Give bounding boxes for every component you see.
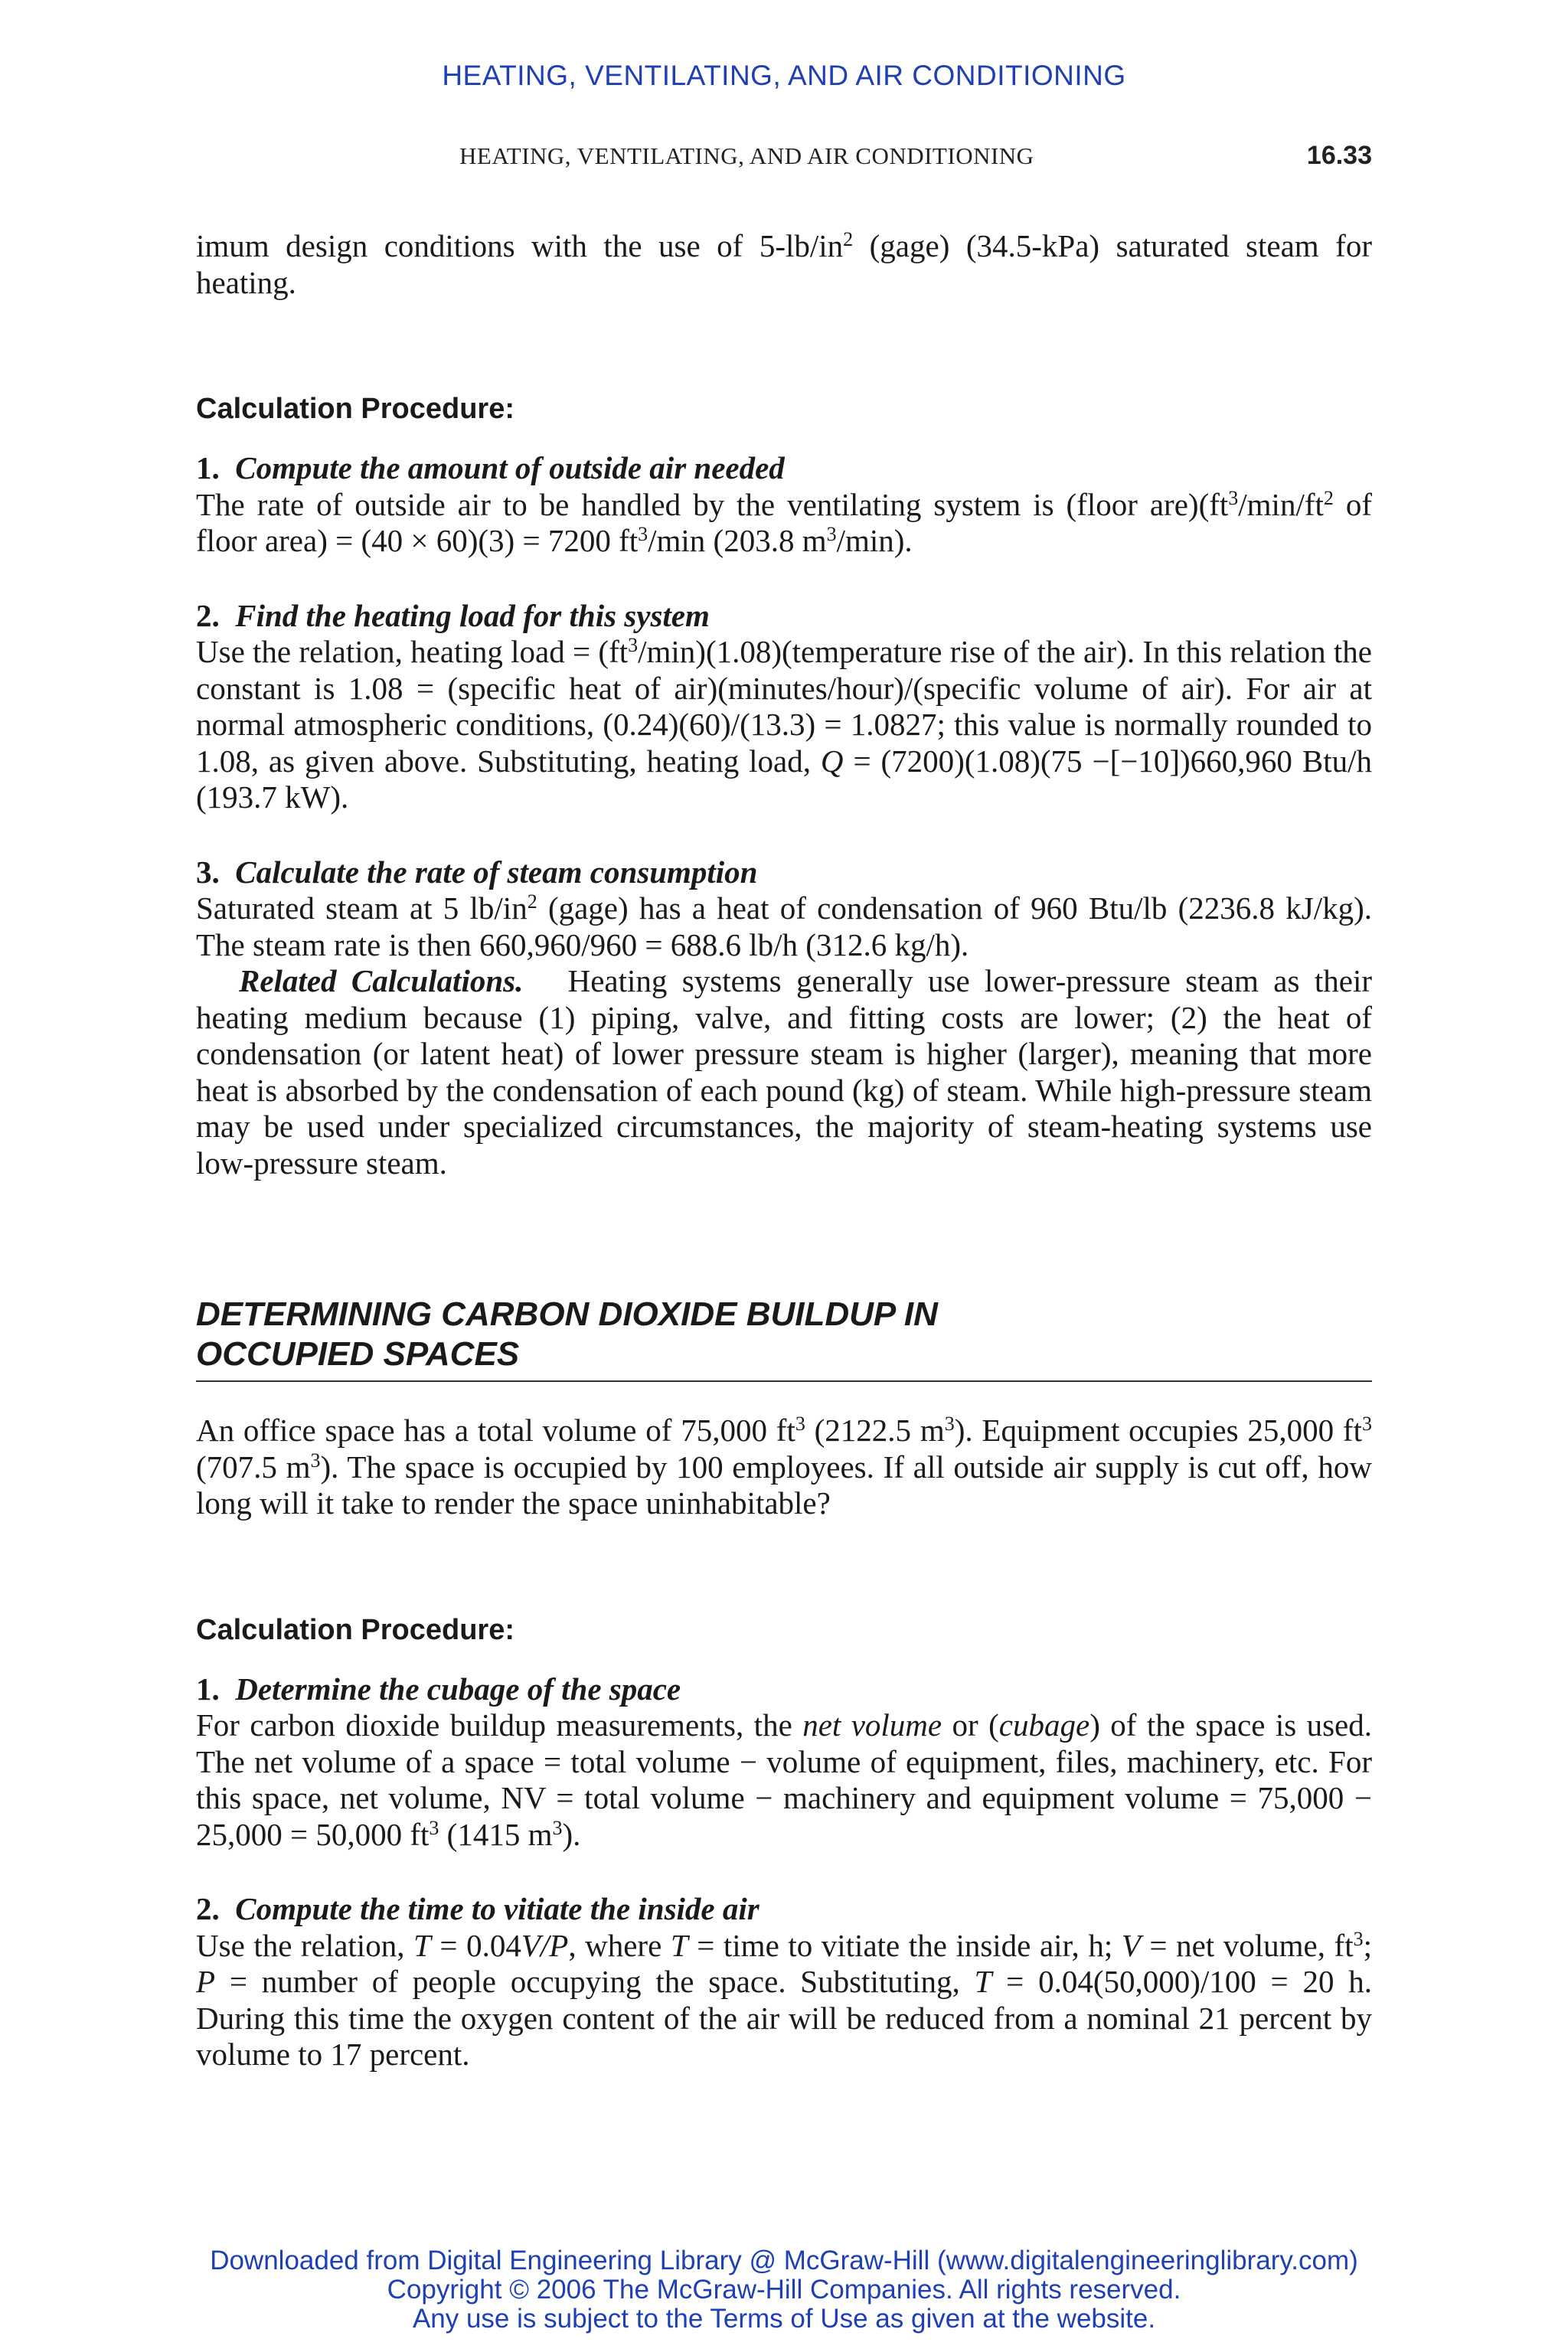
calculation-procedure-heading: Calculation Procedure: — [196, 1613, 514, 1646]
running-head: HEATING, VENTILATING, AND AIR CONDITIONING — [459, 142, 1034, 169]
step-title: 1. Compute the amount of outside air needed — [196, 450, 785, 485]
footer-terms-line: Any use is subject to the Terms of Use as given at the website. — [412, 2304, 1156, 2334]
step-title: 2. Find the heating load for this system — [196, 597, 710, 633]
top-banner-title: HEATING, VENTILATING, AND AIR CONDITIONING — [442, 60, 1126, 91]
page-content — [196, 228, 1372, 2073]
step-body: For carbon dioxide buildup measurements, the net volume or (cubage) of the space is used. The net volume of a space = total volume − volume of equipment, files, machinery, etc. For this space, net volume, NV = total volume − machinery and equipment volume = 75,000 − 25,000 = 50,000 $ft^3$ (1415 $m^3$). — [196, 1707, 1373, 1852]
step-body: Use the relation, heating load = $(ft^3/\min)(1.08)(temperature$ rise of the air). In this relation the constant is 1.08 = (specific heat of air)(minutes/hour)/(specific volume of air). For air at normal atmospheric conditions, (0.24)(60)/(13.3) = 1.0827; this value is normally rounded to 1.08, as given above. Substituting, heating load, Q = (7200)(1.08)(75 −[−10])660,960 Btu/h (193.7 kW). — [196, 634, 1372, 815]
section-heading: DETERMINING CARBON DIOXIDE BUILDUP IN OCCUPIED SPACES — [196, 1295, 1372, 1382]
footer-download-link[interactable]: Downloaded from Digital Engineering Library @ McGraw-Hill (www.digitalengineeringlibrary.com) — [210, 2246, 1358, 2275]
step-title: 2. Compute the time to vitiate the inside air — [196, 1891, 760, 1926]
step-body: The rate of outside air to be handled by the ventilating system is (floor $are)(ft^3/\min/ft^2$ of floor area) = (40 × 60)(3) = 7200 $ft^3/\min$ (203.8 $m^3/\min$). — [196, 486, 1372, 558]
intro-paragraph: imum design conditions with the use of $5-lb/in^2$ (gage) (34.5-kPa) saturated steam for heating. — [196, 228, 1372, 300]
problem-statement: An office space has a total volume of 75,000 $ft^3$ (2122.5 $m^3$). Equipment occupies 25,000 $ft^3$ (707.5 $m^3$). The space is occupied by 100 employees. If all outside air supply is cut off, how long will it take to render the space uninhabitable? — [196, 1413, 1372, 1521]
related-calculations-paragraph: Related Calculations. Heating systems generally use lower-pressure steam as their heating medium because (1) piping, valve, and fitting costs are lower; (2) the heat of condensation (or latent heat) of lower pressure steam is higher (larger), meaning that more heat is absorbed by the condensation of each pound (kg) of steam. While high-pressure steam may be used under specialized circumstances, the majority of steam-heating systems use low-pressure steam. — [196, 963, 1372, 1181]
footer-copyright-line: Copyright © 2006 The McGraw-Hill Companies. All rights reserved. — [387, 2275, 1181, 2305]
step-body: Saturated steam at 5 $lb/in^2$ (gage) has a heat of condensation of 960 Btu/lb (2236.8 kJ/kg). The steam rate is then 660,960/960 = 688.6 lb/h (312.6 kg/h). — [196, 890, 1373, 962]
step-title: 1. Determine the cubage of the space — [196, 1671, 681, 1707]
step-body: Use the relation, T = 0.04V/P, where T = time to vitiate the inside air, h; V = net volume, $ft^3$; P = number of people occupying the space. Substituting, T = 0.04(50,000)/100 = 20 h. During this time the oxygen content of the air will be reduced from a nominal 21 percent by volume to 17 percent. — [196, 1927, 1372, 2072]
footer-copyright — [0, 2246, 1568, 2334]
page-number: 16.33 — [1306, 141, 1372, 170]
calculation-procedure-heading: Calculation Procedure: — [196, 393, 514, 425]
step-title: 3. Calculate the rate of steam consumption — [196, 854, 758, 890]
